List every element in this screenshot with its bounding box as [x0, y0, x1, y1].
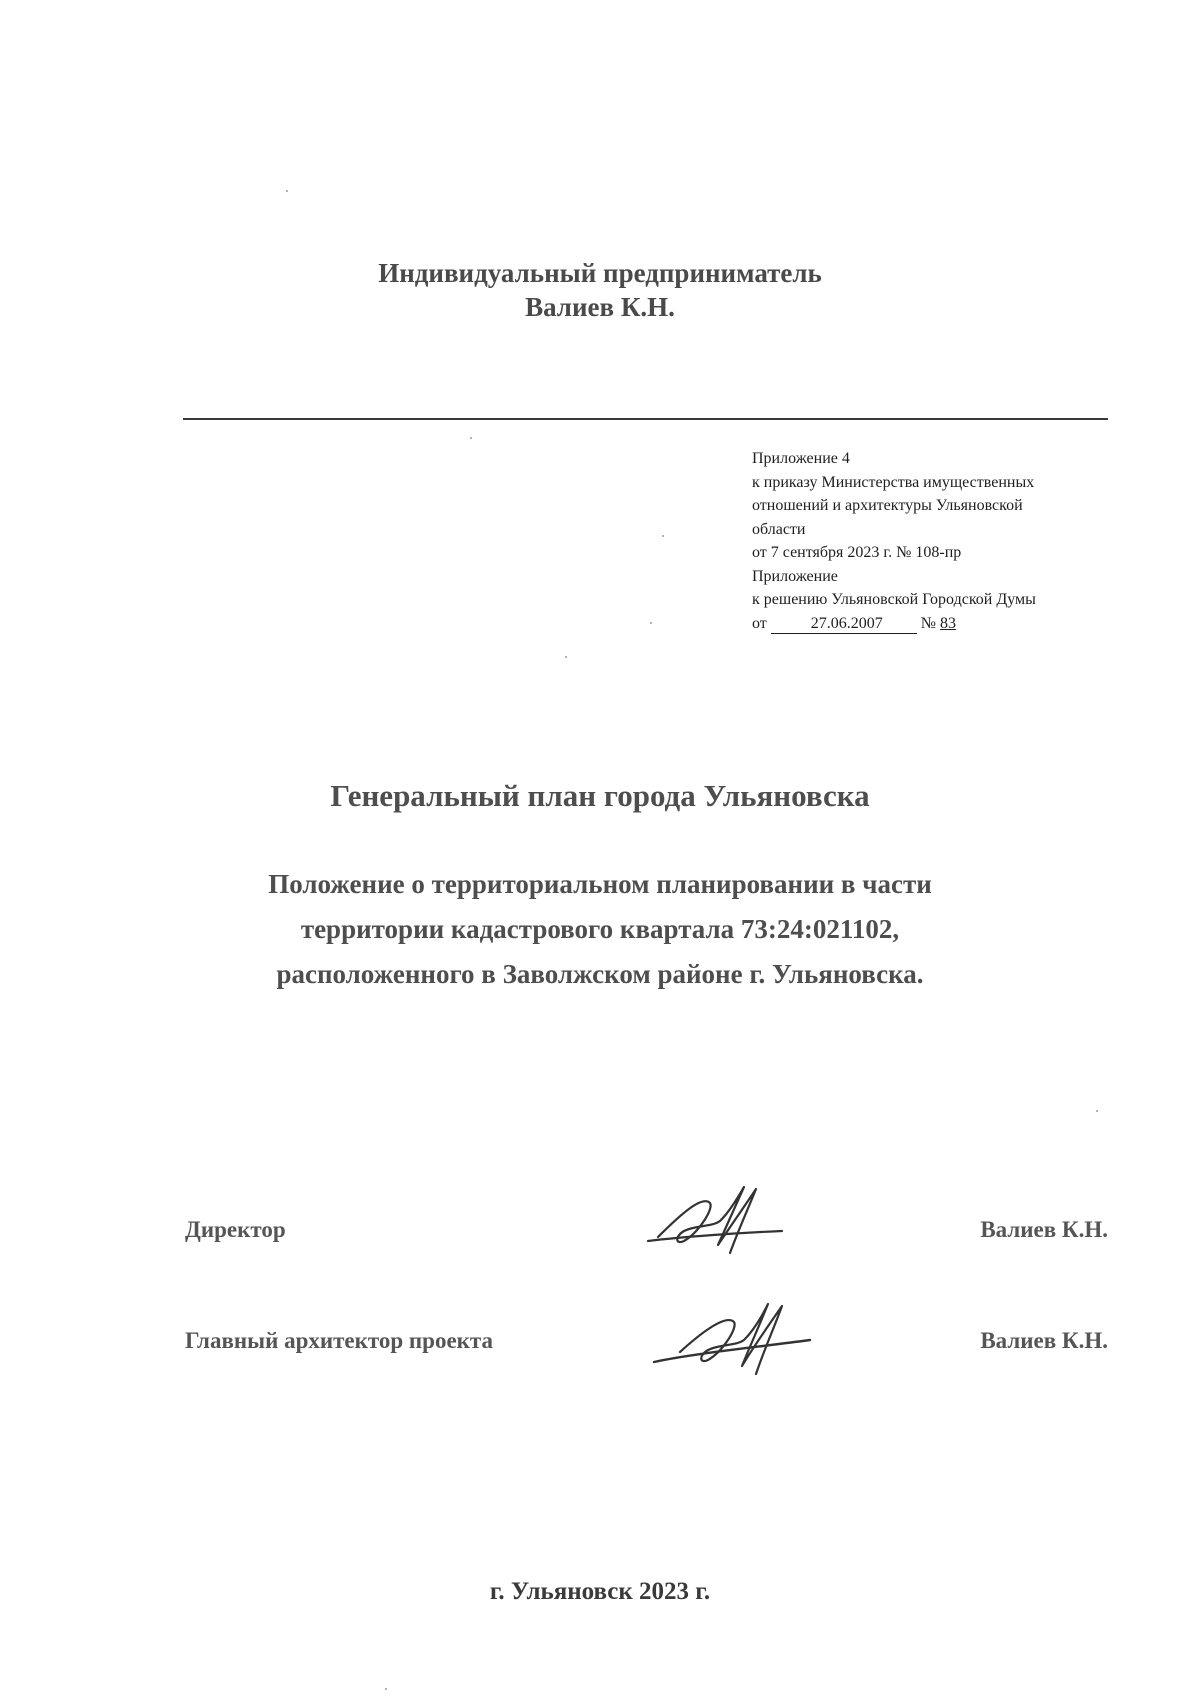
appendix-line: к решению Ульяновской Городской Думы: [752, 591, 1036, 608]
appendix-block: [752, 447, 1152, 635]
signature-role: Директор: [185, 1217, 286, 1242]
subtitle-line: расположенного в Заволжском районе г. Ульяновска.: [276, 959, 924, 989]
scan-speck: [1096, 1110, 1098, 1112]
header-name-line: Валиев К.Н.: [525, 292, 675, 322]
subtitle-line: Положение о территориальном планировании в части: [268, 869, 932, 899]
document-title: Генеральный план города Ульяновска: [330, 778, 870, 813]
scan-speck: [286, 190, 288, 192]
scan-speck: [662, 535, 664, 537]
appendix-line: области: [752, 520, 806, 538]
header-divider: [183, 418, 1108, 420]
appendix-date-line: [752, 612, 1152, 636]
signature-image: [650, 1288, 820, 1388]
signature-name: Валиев К.Н.: [980, 1328, 1108, 1353]
subtitle-line: территории кадастрового квартала 73:24:021102,: [300, 914, 900, 944]
appendix-line: Приложение 4: [752, 450, 850, 467]
signature-name: Валиев К.Н.: [980, 1217, 1108, 1242]
appendix-number: 83: [940, 614, 957, 632]
appendix-number-label: №: [920, 614, 937, 632]
appendix-line: отношений и архитектуры Ульяновской: [752, 497, 1023, 514]
signature-role: Главный архитектор проекта: [185, 1328, 493, 1353]
scan-speck: [650, 622, 652, 624]
document-subtitle: [0, 862, 1200, 997]
header-org-line: Индивидуальный предприниматель: [378, 258, 822, 288]
document-footer: г. Ульяновск 2023 г.: [489, 1578, 711, 1605]
scan-speck: [565, 656, 567, 658]
appendix-from-label: от: [752, 614, 767, 632]
signature-row-director: [0, 1175, 1200, 1265]
scan-speck: [385, 1688, 387, 1690]
appendix-line: от 7 сентября 2023 г. № 108-пр: [752, 544, 962, 561]
appendix-date: 27.06.2007: [771, 615, 917, 634]
document-header: [0, 256, 1200, 324]
signature-image: [640, 1175, 790, 1265]
signature-row-chief-architect: [0, 1296, 1200, 1386]
appendix-line: Приложение: [752, 567, 838, 585]
scan-speck: [470, 437, 472, 439]
appendix-line: к приказу Министерства имущественных: [752, 473, 1035, 491]
